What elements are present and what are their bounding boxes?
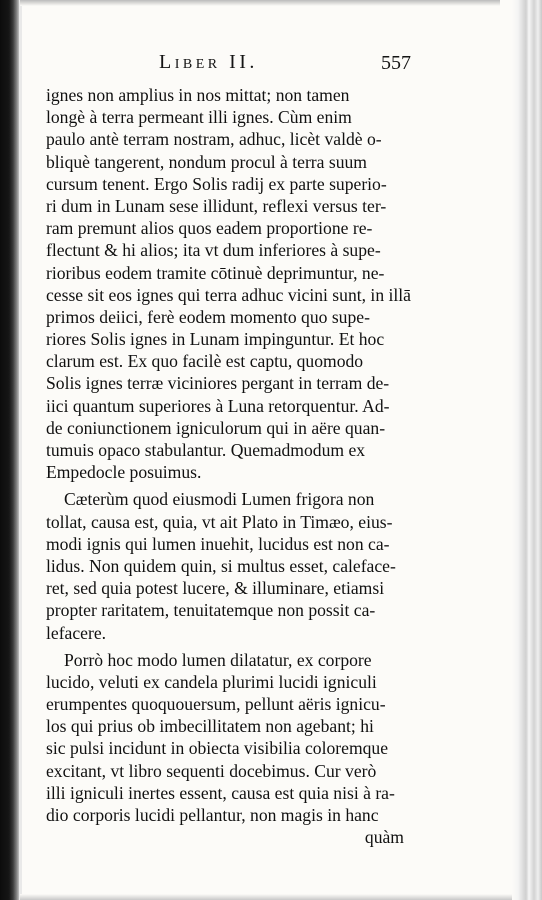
binding-gutter	[0, 0, 20, 900]
running-head: Liber II.	[159, 51, 258, 73]
text-line: excitant, vt libro sequenti docebimus. Cur verò	[46, 760, 377, 781]
text-line: flectunt & hi alios; ita vt dum inferiores à supe-	[46, 240, 381, 261]
page-header	[46, 50, 416, 84]
text-line: illi igniculi inertes essent, causa est quia nisi à ra-	[46, 782, 395, 803]
text-line: lucido, veluti ex candela plurimi lucidi igniculi	[46, 671, 377, 692]
text-line: ri dum in Lunam sese illidunt, reflexi versus ter-	[46, 195, 387, 216]
text-line: tollat, causa est, quia, vt ait Plato in Timæo, eius-	[46, 511, 393, 532]
text-line: ignes non amplius in nos mittat; non tamen	[46, 85, 350, 105]
text-line: riores Solis ignes in Lunam impinguntur. Et hoc	[46, 329, 385, 350]
page-fore-edge	[512, 0, 542, 900]
text-line: primos deiici, ferè eodem momento quo supe-	[46, 306, 370, 327]
top-shadow	[20, 0, 500, 6]
text-line: erumpentes quoquouersum, pellunt aëris ignicu-	[46, 694, 386, 715]
paragraph	[46, 488, 418, 643]
text-line: rioribus eodem tramite cōtinuè deprimuntur, ne-	[46, 262, 385, 283]
text-line: lefacere.	[46, 622, 107, 643]
text-line: de coniunctionem igniculorum qui in aëre quan-	[46, 417, 386, 438]
gutter-highlight	[19, 0, 22, 900]
text-line: ram premunt alios quos eadem proportione re-	[46, 218, 373, 239]
text-line: Solis ignes terræ viciniores pergant in terram de-	[46, 373, 390, 394]
text-line: paulo antè terram nostram, adhuc, licèt valdè o-	[46, 129, 382, 150]
text-line: propter raritatem, tenuitatemque non possit ca-	[46, 600, 376, 621]
text-line: bliquè tangerent, nondum procul à terra suum	[46, 151, 367, 172]
paragraph	[46, 84, 418, 483]
text-line: Porrò hoc modo lumen dilatatur, ex corpore	[64, 649, 372, 670]
text-line: lidus. Non quidem quin, si multus esset, caleface-	[46, 555, 396, 576]
text-line: tumuis opaco stabulantur. Quemadmodum ex	[46, 440, 366, 460]
catchword: quàm	[364, 827, 404, 848]
text-line: clarum est. Ex quo facilè est captu, quomodo	[46, 351, 364, 372]
paragraph	[46, 649, 418, 827]
text-line: Cæterùm quod eiusmodi Lumen frigora non	[64, 489, 375, 510]
bottom-edge	[20, 894, 512, 900]
text-line: cursum tenent. Ergo Solis radij ex parte superio-	[46, 173, 387, 194]
text-line: iici quantum superiores à Luna retorquentur. Ad-	[46, 395, 390, 416]
text-line: los qui prius ob imbecillitatem non agebant; hi	[46, 716, 374, 737]
text-line: dio corporis lucidi pellantur, non magis in hanc	[46, 805, 379, 825]
text-line: longè à terra permeant illi ignes. Cùm enim	[46, 107, 352, 128]
page-number: 557	[381, 52, 411, 74]
text-line: sic pulsi incidunt in obiecta visibilia coloremque	[46, 738, 389, 759]
text-line: Empedocle posuimus.	[46, 462, 202, 483]
body-text	[46, 84, 418, 848]
text-line: modi ignis qui lumen inuehit, lucidus est non ca-	[46, 533, 390, 554]
text-line: cesse sit eos ignes qui terra adhuc vicini sunt, in illā	[46, 284, 411, 305]
text-line: ret, sed quia potest lucere, & illuminare, etiamsi	[46, 578, 385, 599]
